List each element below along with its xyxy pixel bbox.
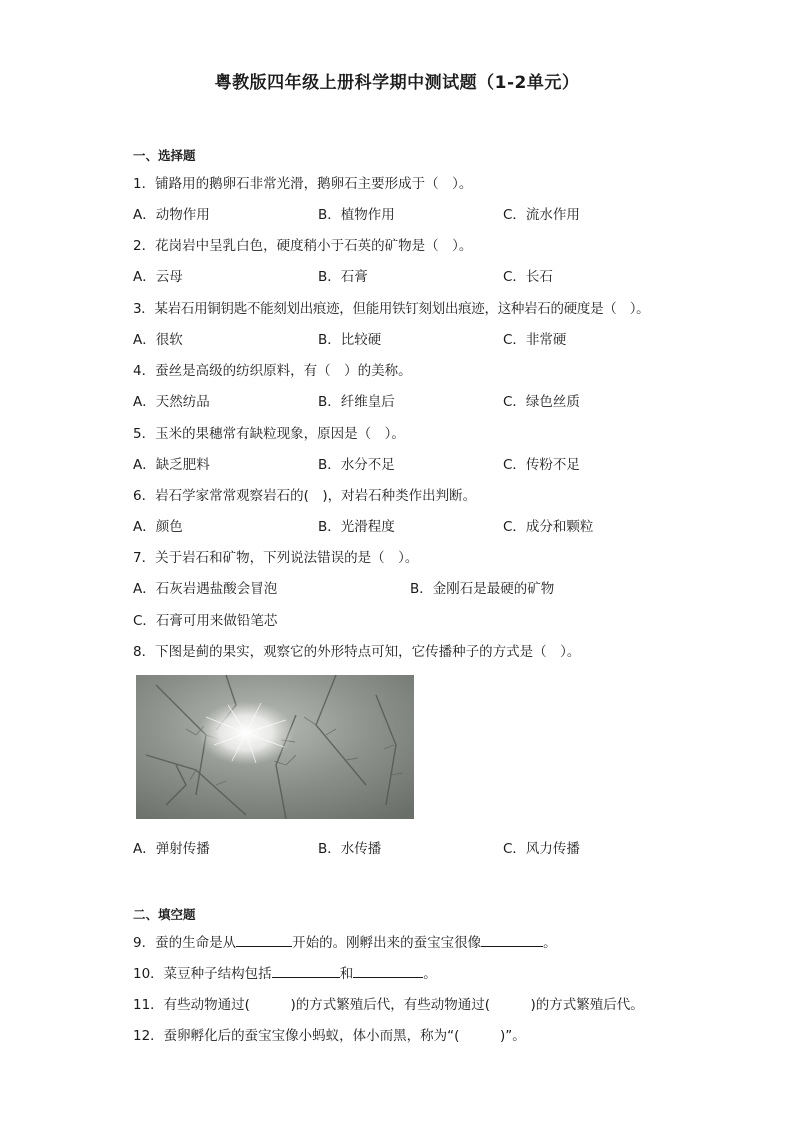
q1-option-a: A．动物作用: [133, 207, 210, 223]
question-7: 7．关于岩石和矿物，下列说法错误的是（ ）。: [133, 550, 419, 566]
q4-option-a: A．天然纺品: [133, 394, 210, 410]
question-4: 4．蚕丝是高级的纺织原料，有（ ）的美称。: [133, 363, 412, 379]
question-6: 6．岩石学家常常观察岩石的( )，对岩石种类作出判断。: [133, 488, 477, 504]
question-11: 11．有些动物通过( )的方式繁殖后代，有些动物通过( )的方式繁殖后代。: [133, 997, 644, 1013]
q9-text-part3: 。: [543, 935, 557, 951]
q3-option-b: B．比较硬: [318, 332, 382, 348]
q10-text-part1: 10．菜豆种子结构包括: [133, 966, 272, 982]
thistle-fruit-photo: [136, 675, 414, 819]
q2-option-c: C．长石: [503, 269, 553, 285]
page-title: 粤教版四年级上册科学期中测试题（1-2单元）: [214, 73, 580, 93]
q6-option-a: A．颜色: [133, 519, 183, 535]
section-heading-choice: 一、选择题: [133, 148, 196, 163]
q1-option-c: C．流水作用: [503, 207, 580, 223]
q9-text-part1: 9．蚕的生命是从: [133, 935, 237, 951]
section-heading-fill: 二、填空题: [133, 907, 196, 922]
question-2: 2．花岗岩中呈乳白色，硬度稍小于石英的矿物是（ ）。: [133, 238, 473, 254]
q8-option-b: B．水传播: [318, 841, 382, 857]
q4-option-c: C．绿色丝质: [503, 394, 580, 410]
q1-option-b: B．植物作用: [318, 207, 395, 223]
q9-blank-1[interactable]: [236, 932, 292, 947]
question-3: 3．某岩石用铜钥匙不能刻划出痕迹，但能用铁钉刻划出痕迹，这种岩石的硬度是（ ）。: [133, 301, 650, 317]
q7-option-a: A．石灰岩遇盐酸会冒泡: [133, 581, 278, 597]
question-10: [133, 962, 437, 982]
q6-option-b: B．光滑程度: [318, 519, 395, 535]
q3-option-c: C．非常硬: [503, 332, 567, 348]
question-1: 1．铺路用的鹅卵石非常光滑，鹅卵石主要形成于（ ）。: [133, 176, 473, 192]
q10-blank-2[interactable]: [353, 963, 423, 978]
q9-blank-2[interactable]: [481, 932, 543, 947]
q7-option-c: C．石膏可用来做铅笔芯: [133, 613, 278, 629]
q9-text-part2: 开始的。刚孵出来的蚕宝宝很像: [292, 935, 482, 951]
q3-option-a: A．很软: [133, 332, 183, 348]
q5-option-b: B．水分不足: [318, 457, 395, 473]
q10-text-part2: 和: [339, 966, 354, 982]
question-12: 12．蚕卵孵化后的蚕宝宝像小蚂蚁，体小而黑，称为“( )”。: [133, 1028, 526, 1044]
q4-option-b: B．纤维皇后: [318, 394, 395, 410]
q5-option-c: C．传粉不足: [503, 457, 580, 473]
q8-option-a: A．弹射传播: [133, 841, 210, 857]
q6-option-c: C．成分和颗粒: [503, 519, 594, 535]
q5-option-a: A．缺乏肥料: [133, 457, 210, 473]
question-8: 8．下图是蓟的果实，观察它的外形特点可知，它传播种子的方式是（ ）。: [133, 644, 581, 660]
q10-blank-1[interactable]: [272, 963, 340, 978]
question-5: 5．玉米的果穗常有缺粒现象，原因是（ ）。: [133, 426, 405, 442]
q10-text-part3: 。: [423, 966, 437, 982]
q2-option-a: A．云母: [133, 269, 183, 285]
question-9: [133, 931, 557, 951]
q8-option-c: C．风力传播: [503, 841, 580, 857]
q2-option-b: B．石膏: [318, 269, 368, 285]
q7-option-b: B．金刚石是最硬的矿物: [410, 581, 555, 597]
